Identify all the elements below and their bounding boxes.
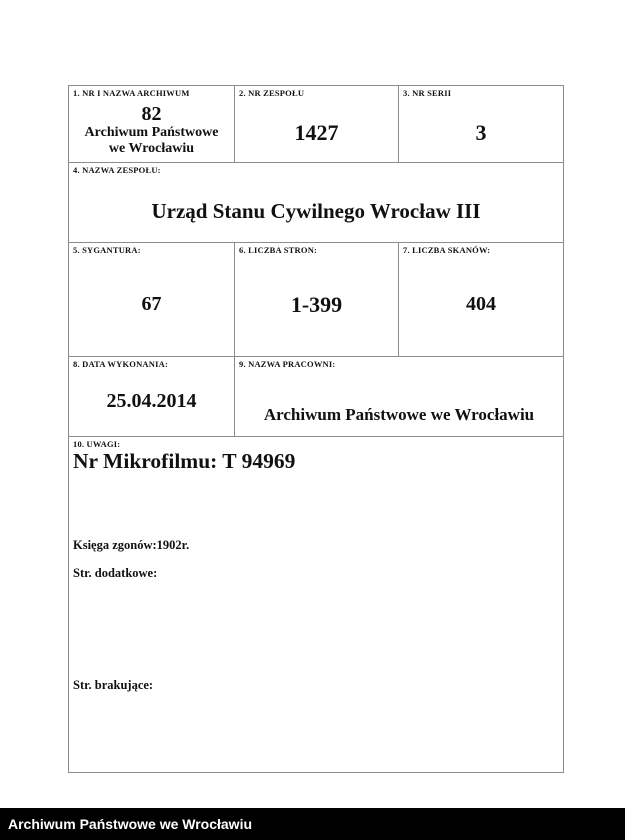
- field-label-signature: 5. SYGANTURA:: [73, 245, 141, 255]
- archive-name-line1: Archiwum Państwowe: [84, 125, 219, 140]
- scan-count-wrap: [403, 255, 559, 354]
- field-signature: [69, 243, 235, 356]
- execution-date-value: 25.04.2014: [106, 390, 197, 412]
- archive-metadata-form: [68, 85, 564, 773]
- field-label-page-count: 6. LICZBA STRON:: [239, 245, 318, 255]
- form-row-5: [69, 437, 563, 772]
- archive-identity: [73, 103, 230, 157]
- fonds-number-value: 1427: [294, 120, 339, 145]
- page-count-wrap: [239, 255, 394, 354]
- field-label-lab-name: 9. NAZWA PRACOWNI:: [239, 359, 336, 369]
- field-lab-name: [235, 357, 563, 436]
- archive-name-line2: we Wrocławiu: [108, 141, 195, 157]
- footer-archive-name: Archiwum Państwowe we Wrocławiu: [8, 816, 253, 832]
- field-fonds-name: [69, 163, 563, 242]
- form-row-1: [69, 86, 563, 163]
- series-number-wrap: [403, 98, 559, 160]
- field-label-fonds: 2. NR ZESPOŁU: [239, 88, 305, 98]
- field-remarks: [69, 437, 563, 772]
- series-number-value: 3: [475, 120, 487, 145]
- footer-bar: [0, 808, 625, 840]
- additional-pages-line: Str. dodatkowe:: [73, 566, 158, 580]
- field-page-count: [235, 243, 399, 356]
- field-execution-date: [69, 357, 235, 436]
- page-count-value: 1-399: [290, 291, 343, 317]
- form-row-2: [69, 163, 563, 243]
- archive-number-value: 82: [141, 103, 162, 125]
- death-register-line: Księga zgonów:1902r.: [73, 538, 190, 552]
- field-label-fonds-name: 4. NAZWA ZESPOŁU:: [73, 165, 161, 175]
- lab-name-wrap: [239, 369, 559, 434]
- fonds-name-value: Urząd Stanu Cywilnego Wrocław III: [151, 199, 481, 223]
- field-fonds-number: [235, 86, 399, 162]
- field-label-scan-count: 7. LICZBA SKANÓW:: [403, 245, 491, 255]
- signature-wrap: [73, 255, 230, 354]
- field-label-execution-date: 8. DATA WYKONANIA:: [73, 359, 168, 369]
- field-label-archive: 1. NR I NAZWA ARCHIWUM: [73, 88, 190, 98]
- signature-value: 67: [141, 293, 162, 315]
- field-series-number: [399, 86, 563, 162]
- missing-pages-line: Str. brakujące:: [73, 678, 154, 692]
- execution-date-wrap: [73, 369, 230, 434]
- field-archive-number-name: [69, 86, 235, 162]
- microfilm-number-line: Nr Mikrofilmu: T 94969: [73, 449, 296, 473]
- field-label-remarks: 10. UWAGI:: [73, 439, 121, 449]
- form-row-3: [69, 243, 563, 357]
- field-scan-count: [399, 243, 563, 356]
- scan-count-value: 404: [466, 293, 496, 315]
- fonds-number-wrap: [239, 98, 394, 160]
- fonds-name-wrap: [73, 175, 559, 240]
- field-label-series: 3. NR SERII: [403, 88, 452, 98]
- form-row-4: [69, 357, 563, 437]
- lab-name-value: Archiwum Państwowe we Wrocławiu: [263, 404, 535, 424]
